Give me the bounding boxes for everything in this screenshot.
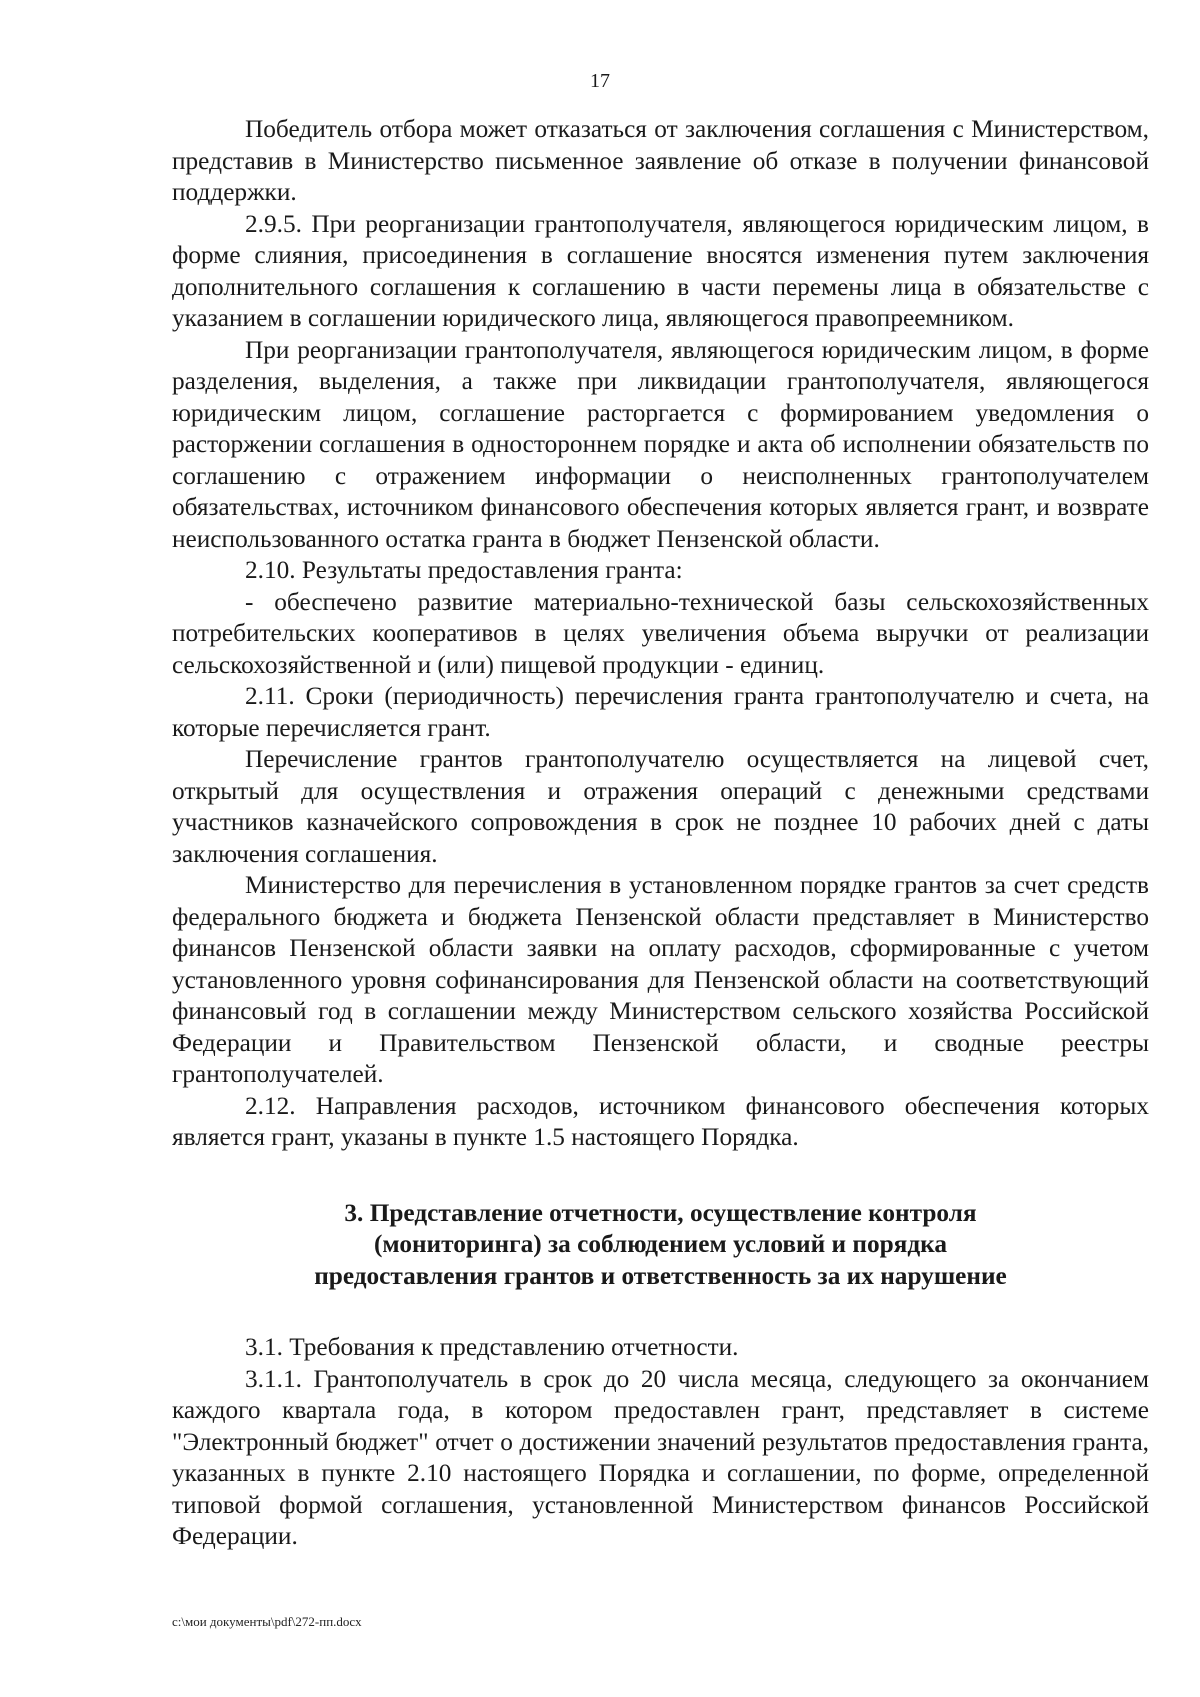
section-title-line: предоставления грантов и ответственность за их нарушение — [314, 1261, 1007, 1290]
paragraph-transfer: Перечисление грантов грантополучателю осуществляется на лицевой счет, открытый для осуществления и отражения операций с денежными средствами участников казначейского сопровождения в срок не позднее 10 рабочих дней с даты заключения соглашения. — [172, 745, 1149, 868]
page-number: 17 — [590, 70, 610, 92]
paragraph-ministry-applications: Министерство для перечисления в установленном порядке грантов за счет средств федерального бюджета и бюджета Пензенской области представляет в Министерство финансов Пензенской области заявки на оплату расходов, сформированные с учетом установленного уровня софинансирования для Пензенской области на соответствующий финансовый год в соглашении между Министерством сельского хозяйства Российской Федерации и Правительством Пензенской области, и сводные реестры грантополучателей. — [172, 871, 1149, 1088]
paragraph-2-11: 2.11. Сроки (периодичность) перечисления гранта грантополучателю и счета, на которые перечисляется грант. — [172, 682, 1149, 742]
paragraph-winner-refusal: Победитель отбора может отказаться от заключения соглашения с Министерством, представив в Министерство письменное заявление об отказе в получении финансовой поддержки. — [172, 115, 1149, 206]
paragraph-2-9-5: 2.9.5. При реорганизации грантополучателя, являющегося юридическим лицом, в форме слияния, присоединения в соглашение вносятся изменения путем заключения дополнительного соглашения к соглашению в части перемены лица в обязательстве с указанием в соглашении юридического лица, являющегося правопреемником. — [172, 209, 1149, 332]
paragraph-2-10: 2.10. Результаты предоставления гранта: — [245, 556, 683, 584]
section-title-line: 3. Представление отчетности, осуществление контроля — [344, 1198, 977, 1227]
section-title-line: (мониторинга) за соблюдением условий и порядка — [374, 1230, 947, 1258]
paragraph-2-12: 2.12. Направления расходов, источником финансового обеспечения которых является грант, указаны в пункте 1.5 настоящего Порядка. — [172, 1091, 1149, 1151]
section-title — [172, 1198, 1149, 1293]
paragraph-3-1-1: 3.1.1. Грантополучатель в срок до 20 числа месяца, следующего за окончанием каждого квартала года, в котором предоставлен грант, представляет в системе "Электронный бюджет" отчет о достижении значений результатов предоставления гранта, указанных в пункте 2.10 настоящего Порядка и соглашении, по форме, определенной типовой формой соглашения, установленной Министерством финансов Российской Федерации. — [172, 1364, 1149, 1550]
paragraph-reorganization: При реорганизации грантополучателя, являющегося юридическим лицом, в форме разделения, выделения, а также при ликвидации грантополучателя, являющегося юридическим лицом, соглашение расторгается с формированием уведомления о расторжении соглашения в одностороннем порядке и акта об исполнении обязательств по соглашению с отражением информации о неисполненных грантополучателем обязательствах, источником финансового обеспечения которых является грант, и возврате неиспользованного остатка гранта в бюджет Пензенской области. — [172, 335, 1149, 553]
footer-file-path: c:\мои документы\pdf\272-пп.docx — [172, 1614, 362, 1629]
document-body — [172, 114, 1149, 1553]
paragraph-2-10-result: - обеспечено развитие материально-технической базы сельскохозяйственных потребительских кооперативов в целях увеличения объема выручки от реализации сельскохозяйственной и (или) пищевой продукции - единиц. — [172, 587, 1149, 679]
paragraph-3-1: 3.1. Требования к представлению отчетности. — [245, 1333, 739, 1361]
